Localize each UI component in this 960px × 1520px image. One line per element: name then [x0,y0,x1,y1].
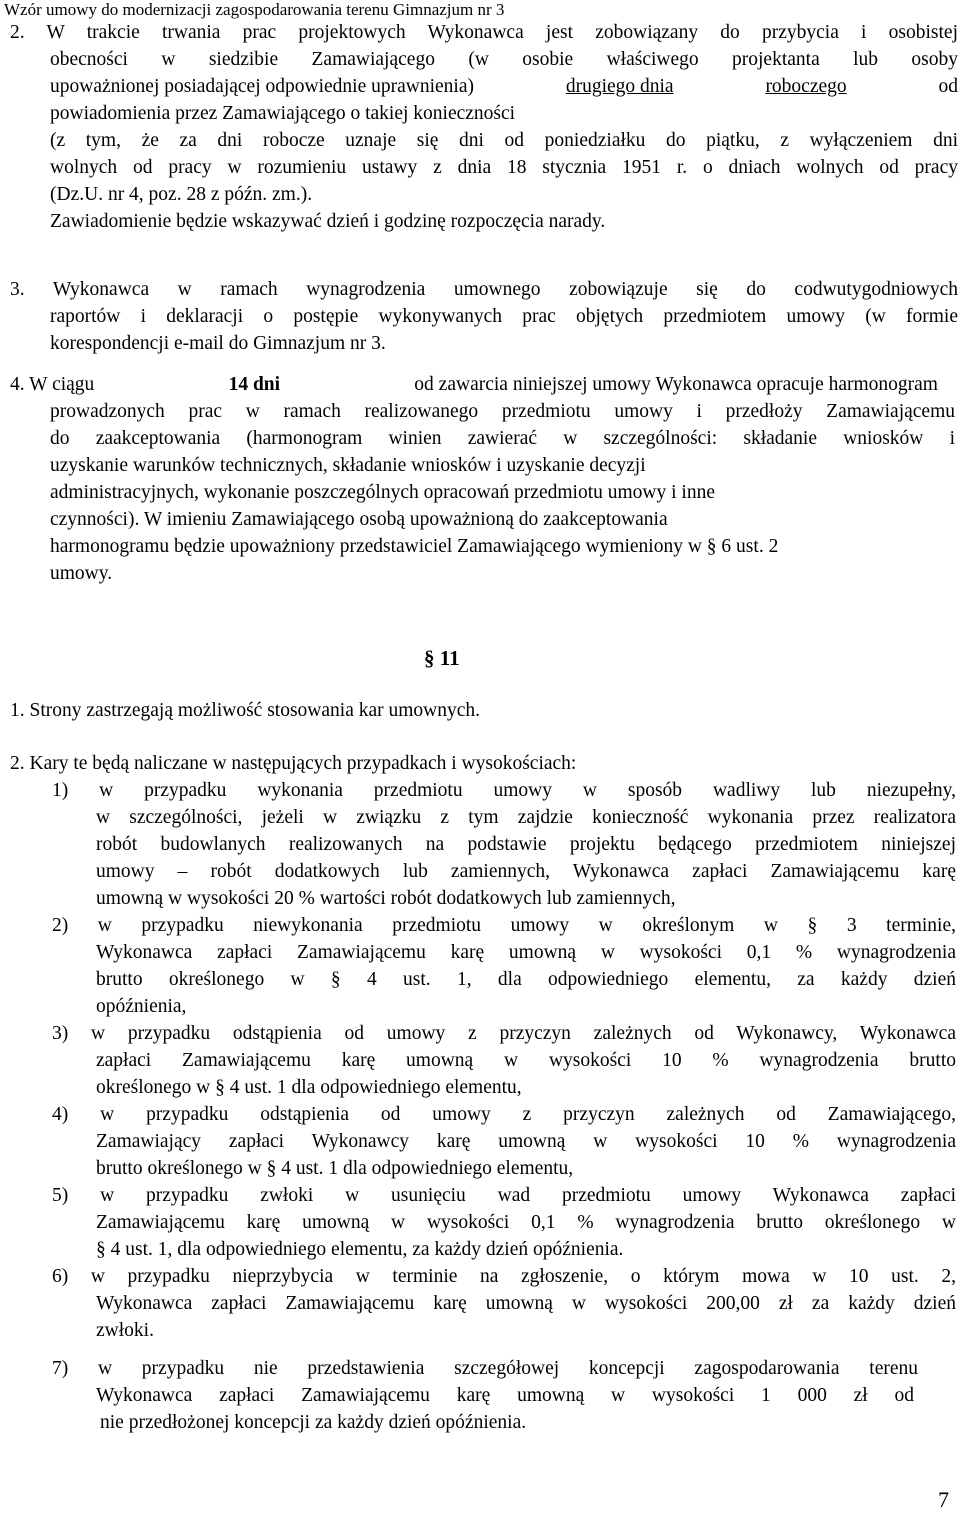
text-line: prowadzonych prac w ramach realizowanego przedmiotu umowy i przedłoży Zamawiającemu [50,401,955,422]
text-line: Zamawiającemu karę umowną w wysokości 0,1 % wynagrodzenia brutto określonego w [96,1212,956,1233]
text-line: robót budowlanych realizowanych na podstawie projektu będącego przedmiotem niniejszej [96,834,956,855]
page-number: 7 [938,1487,949,1512]
text-line: (z tym, że za dni robocze uznaje się dni od poniedziałku do piątku, z wyłączeniem dni [50,130,958,151]
text-line: 1. Strony zastrzegają możliwość stosowania kar umownych. [10,700,481,721]
text-line: umowy – robót dodatkowych lub zamiennych, Wykonawca zapłaci Zamawiającemu karę [96,861,956,882]
text-line: zapłaci Zamawiającemu karę umowną w wysokości 10 % wynagrodzenia brutto [96,1050,956,1071]
text-line: umowną w wysokości 20 % wartości robót dodatkowych lub zamiennych, [96,888,676,909]
text-line: czynności). W imieniu Zamawiającego osobą upoważnioną do zaakceptowania [50,509,668,530]
text-line: określonego w § 4 ust. 1 dla odpowiedniego elementu, [96,1077,522,1098]
text-line: raportów i deklaracji o postępie wykonywanych prac objętych przedmiotem umowy (w formie [50,306,958,327]
text-line: Zawiadomienie będzie wskazywać dzień i godzinę rozpoczęcia narady. [50,211,606,232]
text-line: brutto określonego w § 4 ust. 1 dla odpowiedniego elementu, [96,1158,574,1179]
text-line: Zamawiający zapłaci Wykonawcy karę umowną w wysokości 10 % wynagrodzenia [96,1131,956,1152]
text-line: 4) w przypadku odstąpienia od umowy z przyczyn zależnych od Zamawiającego, [52,1104,956,1125]
text-line: uzyskanie warunków technicznych, składanie wniosków i uzyskanie decyzji [50,455,646,476]
section-heading: § 11 [424,646,460,670]
underlined-text: drugiego dnia [565,76,674,97]
bold-text: 14 dni [228,374,281,395]
text-line: 1) w przypadku wykonania przedmiotu umowy w sposób wadliwy lub niezupełny, [52,780,956,801]
text-line: umowy. [50,563,113,584]
text-line: administracyjnych, wykonanie poszczególnych opracowań przedmiotu umowy i inne [50,482,715,503]
text-line: 2. Kary te będą naliczane w następujących przypadkach i wysokościach: [10,753,577,774]
text-line: nie przedłożonej koncepcji za każdy dzień opóźnienia. [100,1412,527,1433]
text-line: harmonogramu będzie upoważniony przedstawiciel Zamawiającego wymieniony w § 6 ust. 2 [50,536,779,557]
text-line: opóźnienia, [96,996,187,1017]
text-line: § 4 ust. 1, dla odpowiedniego elementu, za każdy dzień opóźnienia. [96,1239,624,1260]
page-header: Wzór umowy do modernizacji zagospodarowania terenu Gimnazjum nr 3 [4,0,505,19]
text-line: powiadomienia przez Zamawiającego o takiej konieczności [50,103,516,124]
text-line: 3) w przypadku odstąpienia od umowy z przyczyn zależnych od Wykonawcy, Wykonawca [52,1023,956,1044]
text-line: 6) w przypadku nieprzybycia w terminie na zgłoszenie, o którym mowa w 10 ust. 2, [52,1266,956,1287]
text-line: zwłoki. [96,1320,154,1341]
underlined-text: roboczego [765,76,847,97]
text-line: 7) w przypadku nie przedstawienia szczegółowej koncepcji zagospodarowania terenu [52,1358,918,1379]
text-segment: 4. W ciągu [10,374,95,395]
text-line: w szczególności, jeżeli w związku z tym zajdzie konieczność wykonania przez realizatora [96,807,956,828]
text-line: obecności w siedzibie Zamawiającego (w osobie właściwego projektanta lub osoby [50,49,958,70]
text-line: Wykonawca zapłaci Zamawiającemu karę umowną w wysokości 200,00 zł za każdy dzień [96,1293,956,1314]
text-line: (Dz.U. nr 4, poz. 28 z późn. zm.). [50,184,313,205]
text-line: brutto określonego w § 4 ust. 1, dla odpowiedniego elementu, za każdy dzień [96,969,956,990]
text-line: do zaakceptowania (harmonogram winien zawierać w szczególności: składanie wniosków i [50,428,955,449]
text-line: 2) w przypadku niewykonania przedmiotu umowy w określonym w § 3 terminie, [52,915,956,936]
text-line: Wykonawca zapłaci Zamawiającemu karę umowną w wysokości 0,1 % wynagrodzenia [96,942,956,963]
text-line: wolnych od pracy w rozumieniu ustawy z dnia 18 stycznia 1951 r. o dniach wolnych od pracy [50,157,958,178]
text-line: Wykonawca zapłaci Zamawiającemu karę umowną w wysokości 1 000 zł od [96,1385,914,1406]
text-segment: od zawarcia niniejszej umowy Wykonawca opracuje harmonogram [414,374,938,395]
text-segment: upoważnionej posiadającej odpowiednie uprawnienia) [50,76,474,97]
text-line: 5) w przypadku zwłoki w usunięciu wad przedmiotu umowy Wykonawca zapłaci [52,1185,956,1206]
text-line [50,75,958,99]
text-line: 3. Wykonawca w ramach wynagrodzenia umownego zobowiązuje się do codwutygodniowych [10,279,958,300]
text-line: korespondencji e-mail do Gimnazjum nr 3. [50,333,386,354]
text-segment: od [938,76,958,97]
text-line [10,373,938,397]
text-line: 2. W trakcie trwania prac projektowych Wykonawca jest zobowiązany do przybycia i osobistej [10,22,958,43]
